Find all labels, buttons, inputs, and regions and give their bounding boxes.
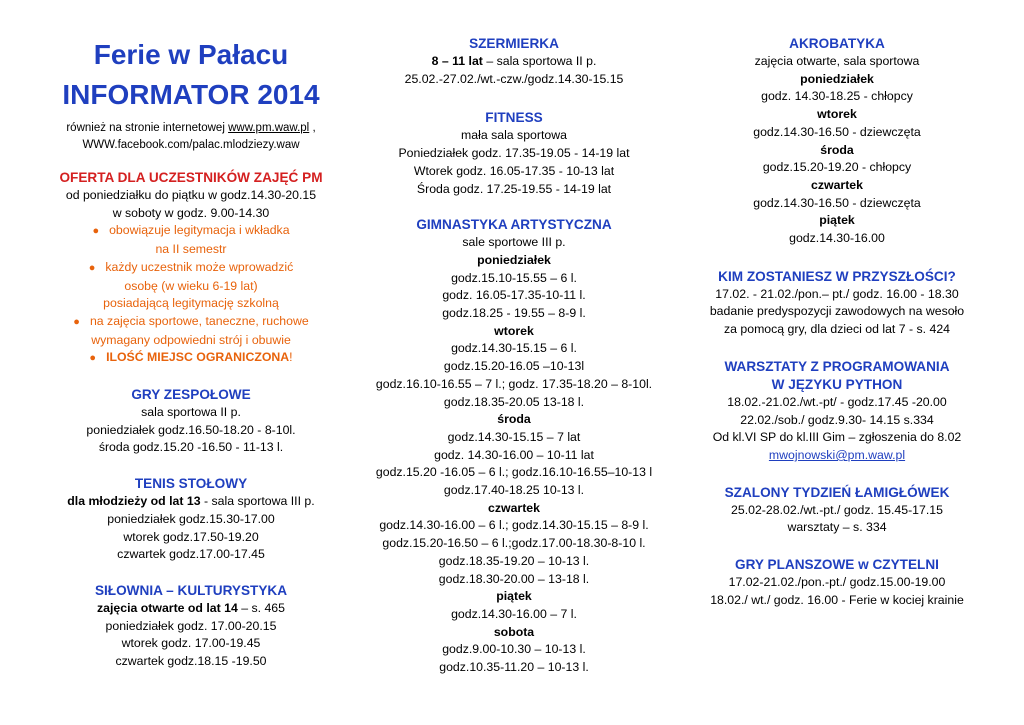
text-line: warsztaty – s. 334 (787, 520, 887, 535)
offer-hours-saturday: w soboty w godz. 9.00-14.30 (112, 205, 270, 220)
text-line: za pomocą gry, dla dzieci od lat 7 - s. 424 (723, 322, 950, 337)
text-line: 25.02-28.02./wt.-pt./ godz. 15.45-17.15 (731, 502, 943, 517)
text-line: mała sala sportowa (461, 128, 567, 143)
day-label: środa (820, 142, 854, 157)
text-line: godz.15.20-16.05 –10-13l (443, 359, 585, 374)
text-line: czwartek godz.17.00-17.45 (117, 547, 265, 562)
text-line: Środa godz. 17.25-19.55 - 14-19 lat (416, 181, 612, 196)
text-line: 17.02. - 21.02./pon.– pt./ godz. 16.00 - 18.30 (715, 286, 959, 301)
text-line: godz.14.30-15.15 – 6 l. (451, 341, 577, 356)
text-line: godz.18.30-20.00 – 13-18 l. (438, 571, 590, 586)
bullet-icon: ● (73, 315, 80, 328)
text-line: sala sportowa II p. (141, 405, 241, 420)
offer-bullet-cont: wymagany odpowiedni strój i obuwie (91, 332, 291, 347)
day-label: wtorek (817, 107, 857, 122)
day-label: sobota (493, 624, 535, 639)
text-line: zajęcia otwarte od lat 14 – s. 465 (97, 600, 285, 615)
text-line: godz.18.35-20.05 13-18 l. (443, 394, 585, 409)
python-heading-2: W JĘZYKU PYTHON (771, 376, 903, 392)
text-line: godz.15.20 -16.05 – 6 l.; godz.16.10-16.55–10-13 l (375, 465, 653, 480)
fitness-heading: FITNESS (485, 110, 543, 126)
text-line: wtorek godz. 17.00-19.45 (121, 636, 261, 651)
offer-heading: OFERTA DLA UCZESTNIKÓW ZAJĘĆ PM (59, 170, 323, 185)
text-line: Wtorek godz. 16.05-17.35 - 10-13 lat (413, 163, 615, 178)
text-line: 18.02./ wt./ godz. 16.00 - Ferie w kociej krainie (710, 592, 964, 607)
text-line: zajęcia otwarte, sala sportowa (754, 54, 920, 68)
offer-bullet: ● obowiązuje legitymacja i wkładka (92, 223, 290, 238)
szermierka-heading: SZERMIERKA (469, 36, 559, 51)
day-label: wtorek (494, 323, 534, 338)
offer-bullet: ● każdy uczestnik może wprowadzić (88, 259, 294, 274)
text-line: godz.14.30-16.50 - dziewczęta (753, 124, 921, 139)
text-line: środa godz.15.20 -16.50 - 11-13 l. (98, 440, 284, 455)
text-line: wtorek godz.17.50-19.20 (123, 529, 259, 544)
text-line: godz. 16.05-17.35-10-11 l. (442, 288, 586, 303)
bullet-icon: ● (88, 261, 96, 274)
text-line: godz.15.20-19.20 - chłopcy (762, 160, 912, 175)
text-line: godz.14.30-16.00 (789, 231, 885, 246)
text-line: Od kl.VI SP do kl.III Gim – zgłoszenia do 8.02 (712, 430, 962, 445)
text-line: godz.14.30-16.00 – 6 l.; godz.14.30-15.15 – 8-9 l. (379, 518, 649, 533)
offer-bullet-cont: osobę (w wieku 6-19 lat) (124, 278, 258, 293)
offer-bullet: ● ILOŚĆ MIEJSC OGRANICZONA! (89, 350, 293, 365)
gry-heading: GRY ZESPOŁOWE (131, 387, 251, 403)
website-line: również na stronie internetowej www.pm.waw.pl , (66, 122, 316, 134)
text-line: godz.9.00-10.30 – 10-13 l. (442, 642, 586, 657)
main-title: Ferie w Pałacu (93, 39, 289, 70)
day-label: piątek (819, 213, 855, 228)
text-line: poniedziałek godz.15.30-17.00 (107, 511, 275, 526)
website-link[interactable]: www.pm.waw.pl (228, 122, 310, 134)
silownia-heading: SIŁOWNIA – KULTURYSTYKA (94, 582, 288, 598)
column-middle (338, 0, 690, 677)
text-line: poniedziałek godz. 17.00-20.15 (105, 618, 277, 633)
text-line: sale sportowe III p. (462, 235, 566, 250)
text-line: godz.18.35-19.20 – 10-13 l. (438, 553, 590, 568)
text-line: dla młodzieży od lat 13 - sala sportowa III p. (67, 494, 315, 509)
python-heading: WARSZTATY Z PROGRAMOWANIA (724, 358, 950, 374)
text-line: godz.18.25 - 19.55 – 8-9 l. (442, 306, 586, 321)
text-line: godz.10.35-11.20 – 10-13 l. (439, 660, 589, 675)
tenis-heading: TENIS STOŁOWY (134, 476, 248, 492)
day-label: czwartek (488, 500, 540, 515)
offer-bullet-cont: na II semestr (155, 242, 227, 257)
offer-bullet-list (0, 222, 382, 368)
column-right (676, 0, 998, 609)
text-line: 18.02.-21.02./wt.-pt/ - godz.17.45 -20.00 (727, 394, 947, 409)
day-label: piątek (496, 589, 532, 604)
text-line: godz.14.30-15.15 – 7 lat (447, 429, 581, 444)
text-line: godz. 14.30-18.25 - chłopcy (761, 89, 913, 104)
text-line: godz.14.30-16.50 - dziewczęta (753, 195, 921, 210)
planszowe-heading: GRY PLANSZOWE w CZYTELNI (735, 557, 939, 573)
text-line: godz.17.40-18.25 10-13 l. (443, 483, 585, 498)
main-subtitle: INFORMATOR 2014 (62, 79, 320, 110)
kim-heading: KIM ZOSTANIESZ W PRZYSZŁOŚCI? (718, 268, 956, 284)
text-line: Poniedziałek godz. 17.35-19.05 - 14-19 lat (398, 146, 630, 161)
day-label: poniedziałek (800, 71, 874, 86)
text-line: 8 – 11 lat – sala sportowa II p. (431, 54, 597, 68)
text-line: godz.15.10-15.55 – 6 l. (451, 270, 577, 285)
text-line: godz.14.30-16.00 – 7 l. (451, 606, 577, 621)
text-line: godz. 14.30-16.00 – 10-11 lat (434, 447, 594, 462)
bullet-icon: ● (89, 352, 97, 365)
offer-bullet-cont: posiadającą legitymację szkolną (103, 296, 279, 311)
offer-hours-weekdays: od poniedziałku do piątku w godz.14.30-20.15 (65, 188, 317, 202)
offer-bullet: ● na zajęcia sportowe, taneczne, ruchowe (73, 313, 309, 328)
text-line: 25.02.-27.02./wt.-czw./godz.14.30-15.15 (404, 71, 624, 86)
akrobatyka-heading: AKROBATYKA (789, 36, 885, 51)
day-label: czwartek (811, 177, 863, 192)
text-line: poniedziałek godz.16.50-18.20 - 8-10l. (86, 422, 296, 437)
bullet-icon: ● (92, 225, 100, 238)
text-line: 22.02./sob./ godz.9.30- 14.15 s.334 (740, 412, 934, 427)
text-line: godz.15.20-16.50 – 6 l.;godz.17.00-18.30-8-10 l. (382, 536, 646, 551)
gimnastyka-heading: GIMNASTYKA ARTYSTYCZNA (416, 217, 612, 233)
text-line: czwartek godz.18.15 -19.50 (115, 654, 267, 669)
email-line (676, 447, 998, 465)
email-link[interactable]: mwojnowski@pm.waw.pl (768, 447, 906, 462)
facebook-line: WWW.facebook.com/palac.mlodziezy.waw (82, 139, 300, 151)
day-label: poniedziałek (477, 252, 551, 267)
day-label: środa (497, 412, 531, 427)
column-left (0, 0, 382, 671)
text-line: badanie predyspozycji zawodowych na wesoło (709, 304, 965, 319)
lamiglowki-heading: SZALONY TYDZIEŃ ŁAMIGŁÓWEK (724, 484, 950, 500)
text-line: godz.16.10-16.55 – 7 l.; godz. 17.35-18.20 – 8-10l. (375, 376, 653, 391)
text-line: 17.02-21.02./pon.-pt./ godz.15.00-19.00 (728, 575, 946, 590)
